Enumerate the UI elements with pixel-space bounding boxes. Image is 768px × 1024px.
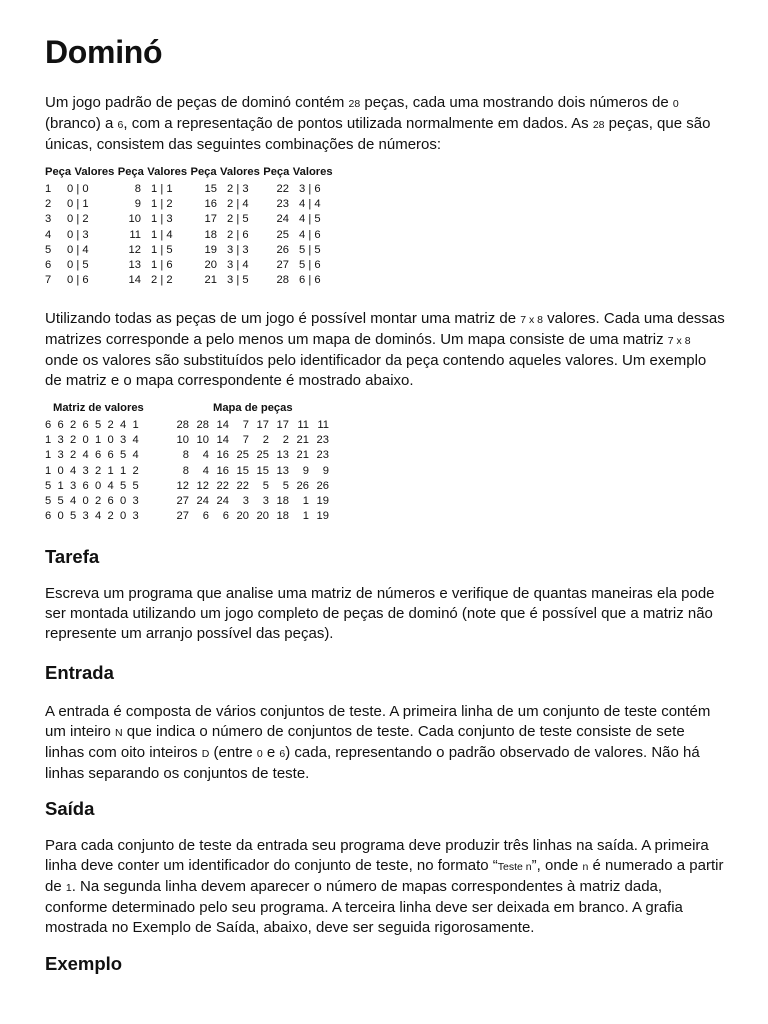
map-cell: 5 xyxy=(262,479,269,492)
matrix-row xyxy=(45,479,145,494)
map-cell: 1 xyxy=(302,510,309,523)
matrix-paragraph: Utilizando todas as peças de um jogo é possível montar uma matriz de 7 x 8 valores. Cada uma dessas matrizes corresponde a pelo menos um mapa de dominós. Um mapa consiste de uma matriz 7 x 8 onde os valores são substituídos pelo identificador da peça contendo aqueles valores. Um exemplo de matriz e o mapa correspondente é mostrado abaixo. xyxy=(45,310,725,389)
matrix-cell: 6 xyxy=(95,449,102,462)
map-cell: 20 xyxy=(236,510,249,523)
matrix-cell: 1 xyxy=(120,464,127,477)
piece-id-cell: 10 xyxy=(128,213,141,226)
piece-values-cell: 2 | 4 xyxy=(227,198,249,211)
map-cell: 4 xyxy=(202,464,209,477)
map-cell: 28 xyxy=(196,419,209,431)
matrix-cell: 3 xyxy=(57,434,64,447)
piece-id-cell: 6 xyxy=(45,259,52,272)
map-row xyxy=(169,418,329,433)
piece-id-cell: 27 xyxy=(276,259,289,272)
piece-values-cell: 2 | 3 xyxy=(227,183,249,195)
piece-id-cell: 22 xyxy=(276,183,289,195)
piece-values-cell: 6 | 6 xyxy=(299,274,321,287)
piece-id-cell: 13 xyxy=(128,259,141,272)
map-cell: 17 xyxy=(256,419,269,431)
piece-id-cell: 8 xyxy=(134,183,141,195)
piece-id-cell: 28 xyxy=(276,274,289,287)
matrix-row xyxy=(45,418,145,433)
map-cell: 18 xyxy=(276,495,289,508)
values-matrix xyxy=(45,418,145,524)
matrix-cell: 3 xyxy=(132,510,139,523)
map-row xyxy=(169,494,329,509)
piece-values-cell: 2 | 5 xyxy=(227,213,249,226)
matrix-cell: 3 xyxy=(132,495,139,508)
piece-id-cell: 3 xyxy=(45,213,52,226)
matrix-cell: 0 xyxy=(120,510,127,523)
matrix-cell: 5 xyxy=(70,510,77,523)
piece-values-cell: 5 | 5 xyxy=(299,243,321,256)
matrix-cell: 2 xyxy=(107,510,114,523)
saida-paragraph: Para cada conjunto de teste da entrada seu programa deve produzir três linhas na saída. A primeira linha deve conter um identificador do conjunto de teste, no formato “Teste n”, onde n é numerado a partir de 1. Na segunda linha devem aparecer o número de mapas correspondentes à matriz dada, conforme determinado pelo seu programa. A terceira linha deve ser deixada em branco. A grafia mostrada no Exemplo de Saída, abaixo, deve ser seguida rigorosamente. xyxy=(45,837,724,936)
piece-id-cell: 4 xyxy=(45,228,52,241)
piece-id-cell: 9 xyxy=(134,198,141,211)
matrix-cell: 1 xyxy=(132,419,139,431)
matrix-cell: 4 xyxy=(70,464,77,477)
matrix-cell: 2 xyxy=(70,419,77,431)
matrix-cell: 0 xyxy=(82,434,89,447)
matrix-cell: 6 xyxy=(107,449,114,462)
pieces-map xyxy=(169,418,329,524)
map-header: Mapa de peças xyxy=(213,402,293,414)
piece-id-cell: 21 xyxy=(204,274,217,287)
map-cell: 9 xyxy=(302,464,309,477)
matrix-cell: 6 xyxy=(57,419,64,431)
map-cell: 6 xyxy=(202,510,209,523)
matrix-cell: 5 xyxy=(120,449,127,462)
matrix-row xyxy=(45,433,145,448)
map-row xyxy=(169,479,329,494)
map-cell: 23 xyxy=(316,434,329,447)
map-cell: 19 xyxy=(316,510,329,523)
map-cell: 23 xyxy=(316,449,329,462)
piece-values-cell: 3 | 5 xyxy=(227,274,249,287)
map-cell: 25 xyxy=(256,449,269,462)
section-heading-tarefa: Tarefa xyxy=(45,546,100,567)
matrix-cell: 0 xyxy=(57,464,64,477)
matrix-cell: 2 xyxy=(70,449,77,462)
map-cell: 14 xyxy=(216,434,229,447)
piece-values-cell: 0 | 5 xyxy=(67,259,89,272)
map-cell: 9 xyxy=(322,464,329,477)
map-cell: 13 xyxy=(276,464,289,477)
piece-values-cell: 3 | 4 xyxy=(227,259,249,272)
matrix-header: Matriz de valores xyxy=(53,402,144,414)
matrix-cell: 1 xyxy=(45,434,52,447)
matrix-cell: 4 xyxy=(132,434,139,447)
map-cell: 13 xyxy=(276,449,289,462)
pieces-table-row xyxy=(45,258,325,273)
section-heading-exemplo: Exemplo xyxy=(45,953,123,974)
map-cell: 26 xyxy=(316,479,329,492)
pieces-table-row xyxy=(45,243,325,258)
matrix-cell: 0 xyxy=(107,434,114,447)
map-cell: 15 xyxy=(236,464,249,477)
matrix-cell: 5 xyxy=(132,479,139,492)
piece-id-cell: 26 xyxy=(276,243,289,256)
pieces-table-header: Peça Valores Peça Valores Peça Valores Peça Valores xyxy=(45,166,333,178)
matrix-cell: 1 xyxy=(95,434,102,447)
matrix-cell: 0 xyxy=(57,510,64,523)
matrix-cell: 2 xyxy=(70,434,77,447)
matrix-row xyxy=(45,509,145,524)
matrix-cell: 1 xyxy=(45,464,52,477)
map-cell: 5 xyxy=(282,479,289,492)
pieces-table-body xyxy=(45,182,325,288)
piece-id-cell: 16 xyxy=(204,198,217,211)
matrix-cell: 5 xyxy=(45,479,52,492)
matrix-cell: 4 xyxy=(120,419,127,431)
matrix-cell: 4 xyxy=(70,495,77,508)
matrix-row xyxy=(45,494,145,509)
tarefa-paragraph: Escreva um programa que analise uma matriz de números e verifique de quantas maneiras ela pode ser montada utilizando um jogo completo de peças de dominó (note que é possível que a matriz não represente um arranjo possível das peças). xyxy=(45,585,715,642)
map-cell: 8 xyxy=(182,464,189,477)
map-cell: 26 xyxy=(296,479,309,492)
map-cell: 7 xyxy=(242,434,249,447)
pieces-table xyxy=(45,182,325,288)
matrix-cell: 3 xyxy=(82,464,89,477)
map-cell: 27 xyxy=(176,510,189,523)
matrix-cell: 4 xyxy=(82,449,89,462)
piece-id-cell: 19 xyxy=(204,243,217,256)
piece-values-cell: 1 | 5 xyxy=(151,243,173,256)
values-matrix-body xyxy=(45,418,145,524)
matrix-cell: 0 xyxy=(120,495,127,508)
map-cell: 2 xyxy=(282,434,289,447)
piece-id-cell: 24 xyxy=(276,213,289,226)
matrix-cell: 4 xyxy=(95,510,102,523)
matrix-cell: 1 xyxy=(57,479,64,492)
piece-values-cell: 0 | 4 xyxy=(67,243,89,256)
piece-values-cell: 0 | 2 xyxy=(67,213,89,226)
entrada-paragraph: A entrada é composta de vários conjuntos de teste. A primeira linha de um conjunto de teste contém um inteiro N que indica o número de conjuntos de teste. Cada conjunto de teste consiste de sete linhas com oito inteiros D (entre 0 e 6) cada, representando o padrão observado de valores. Não há linhas separando os conjuntos de teste. xyxy=(45,703,711,782)
map-cell: 12 xyxy=(196,479,209,492)
piece-values-cell: 0 | 0 xyxy=(67,183,89,195)
piece-values-cell: 2 | 2 xyxy=(151,274,173,287)
piece-id-cell: 15 xyxy=(204,183,217,195)
piece-id-cell: 2 xyxy=(45,198,52,211)
map-cell: 27 xyxy=(176,495,189,508)
map-cell: 16 xyxy=(216,464,229,477)
map-row xyxy=(169,464,329,479)
map-cell: 28 xyxy=(176,419,189,431)
matrix-cell: 6 xyxy=(82,419,89,431)
piece-values-cell: 4 | 6 xyxy=(299,228,321,241)
piece-id-cell: 1 xyxy=(45,183,52,195)
matrix-cell: 2 xyxy=(95,495,102,508)
map-cell: 14 xyxy=(216,419,229,431)
matrix-cell: 6 xyxy=(45,419,52,431)
matrix-cell: 3 xyxy=(82,510,89,523)
map-cell: 22 xyxy=(236,479,249,492)
map-cell: 24 xyxy=(196,495,209,508)
matrix-cell: 0 xyxy=(95,479,102,492)
matrix-cell: 3 xyxy=(120,434,127,447)
matrix-cell: 1 xyxy=(45,449,52,462)
piece-id-cell: 23 xyxy=(276,198,289,211)
matrix-row xyxy=(45,448,145,463)
map-cell: 16 xyxy=(216,449,229,462)
piece-id-cell: 14 xyxy=(128,274,141,287)
map-cell: 24 xyxy=(216,495,229,508)
piece-values-cell: 3 | 6 xyxy=(299,183,321,195)
matrix-cell: 5 xyxy=(95,419,102,431)
matrix-cell: 3 xyxy=(57,449,64,462)
map-cell: 3 xyxy=(262,495,269,508)
map-row xyxy=(169,433,329,448)
matrix-cell: 2 xyxy=(95,464,102,477)
map-row xyxy=(169,448,329,463)
matrix-row xyxy=(45,464,145,479)
piece-id-cell: 11 xyxy=(129,228,141,241)
map-cell: 15 xyxy=(256,464,269,477)
matrix-cell: 5 xyxy=(45,495,52,508)
piece-values-cell: 5 | 6 xyxy=(299,259,321,272)
section-heading-entrada: Entrada xyxy=(45,662,114,683)
map-cell: 20 xyxy=(256,510,269,523)
map-cell: 21 xyxy=(296,449,309,462)
map-cell: 2 xyxy=(262,434,269,447)
map-cell: 17 xyxy=(276,419,289,431)
piece-id-cell: 20 xyxy=(204,259,217,272)
piece-id-cell: 12 xyxy=(128,243,141,256)
piece-values-cell: 1 | 3 xyxy=(151,213,173,226)
matrix-cell: 1 xyxy=(107,464,114,477)
map-cell: 3 xyxy=(242,495,249,508)
page-title: Dominó xyxy=(45,34,163,70)
map-cell: 12 xyxy=(176,479,189,492)
pieces-map-body xyxy=(169,418,329,524)
map-cell: 25 xyxy=(236,449,249,462)
matrix-cell: 5 xyxy=(57,495,64,508)
matrix-cell: 4 xyxy=(132,449,139,462)
piece-values-cell: 1 | 6 xyxy=(151,259,173,272)
intro-paragraph: Um jogo padrão de peças de dominó contém 28 peças, cada uma mostrando dois números de 0 (branco) a 6, com a representação de pontos utilizada normalmente em dados. As 28 peças, que são únicas, consistem das seguintes combinações de números: xyxy=(45,94,711,153)
map-cell: 19 xyxy=(316,495,329,508)
matrix-cell: 2 xyxy=(132,464,139,477)
map-cell: 10 xyxy=(176,434,189,447)
pieces-table-row xyxy=(45,273,325,288)
pieces-table-row xyxy=(45,228,325,243)
map-cell: 18 xyxy=(276,510,289,523)
map-cell: 11 xyxy=(297,419,309,431)
matrix-cell: 4 xyxy=(107,479,114,492)
map-cell: 22 xyxy=(216,479,229,492)
piece-values-cell: 2 | 6 xyxy=(227,228,249,241)
piece-values-cell: 1 | 1 xyxy=(151,183,173,195)
piece-id-cell: 17 xyxy=(204,213,217,226)
piece-id-cell: 18 xyxy=(204,228,217,241)
map-cell: 6 xyxy=(222,510,229,523)
map-cell: 1 xyxy=(302,495,309,508)
map-cell: 7 xyxy=(242,419,249,431)
piece-values-cell: 0 | 3 xyxy=(67,228,89,241)
piece-values-cell: 4 | 5 xyxy=(299,213,321,226)
map-cell: 4 xyxy=(202,449,209,462)
piece-values-cell: 3 | 3 xyxy=(227,243,249,256)
piece-id-cell: 5 xyxy=(45,243,52,256)
pieces-table-row xyxy=(45,197,325,212)
map-cell: 8 xyxy=(182,449,189,462)
matrix-cell: 3 xyxy=(70,479,77,492)
matrix-cell: 5 xyxy=(120,479,127,492)
piece-id-cell: 25 xyxy=(276,228,289,241)
matrix-cell: 0 xyxy=(82,495,89,508)
matrix-cell: 6 xyxy=(45,510,52,523)
matrix-cell: 2 xyxy=(107,419,114,431)
piece-values-cell: 1 | 4 xyxy=(151,228,173,241)
piece-values-cell: 0 | 1 xyxy=(67,198,89,211)
piece-values-cell: 1 | 2 xyxy=(151,198,173,211)
piece-values-cell: 4 | 4 xyxy=(299,198,321,211)
pieces-table-row xyxy=(45,212,325,227)
piece-values-cell: 0 | 6 xyxy=(67,274,89,287)
map-cell: 10 xyxy=(196,434,209,447)
matrix-cell: 6 xyxy=(82,479,89,492)
map-cell: 21 xyxy=(296,434,309,447)
matrix-cell: 6 xyxy=(107,495,114,508)
pieces-table-row xyxy=(45,182,325,197)
map-row xyxy=(169,509,329,524)
piece-id-cell: 7 xyxy=(45,274,52,287)
section-heading-saida: Saída xyxy=(45,798,95,819)
map-cell: 11 xyxy=(317,419,329,431)
